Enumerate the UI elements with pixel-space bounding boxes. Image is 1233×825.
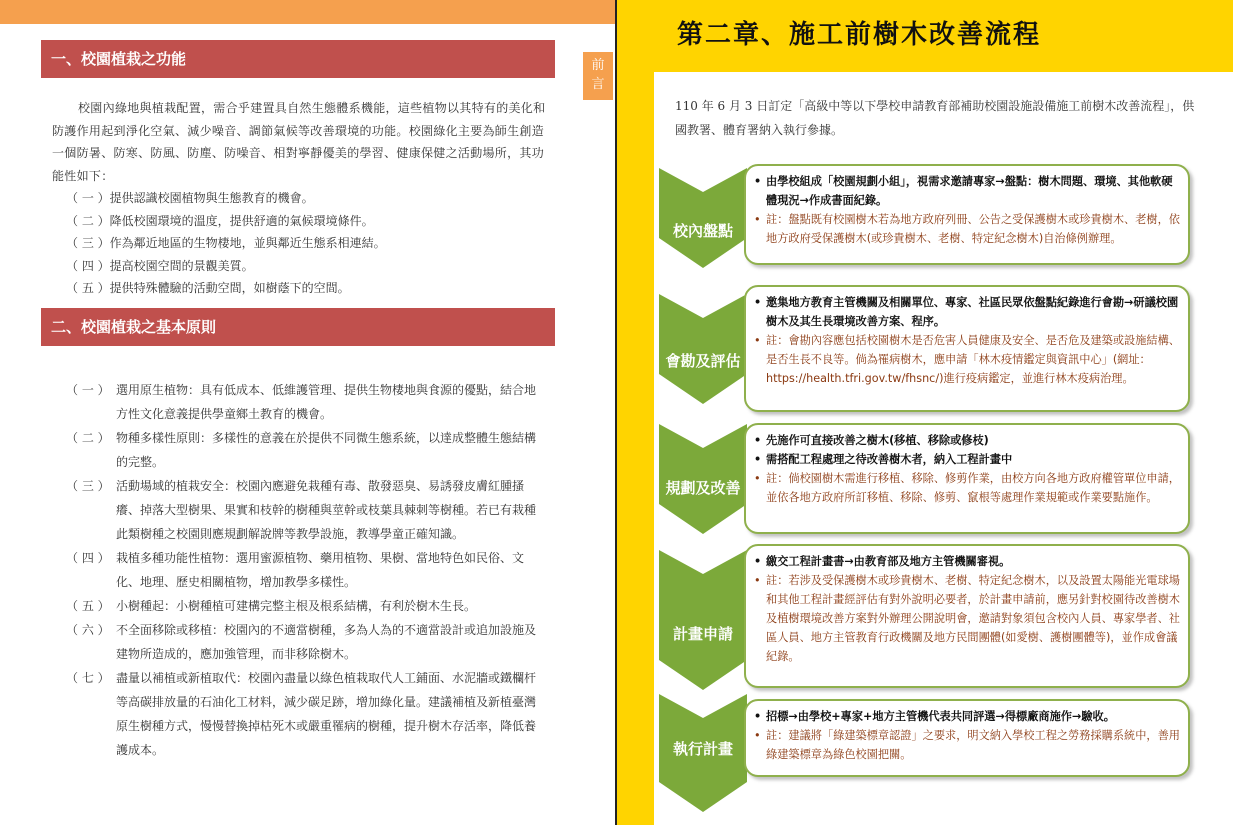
- step-note: • 註：會勘內容應包括校園樹木是否危害人員健康及安全、是否危及建築或設施結構、是否生長不良等。倘為罹病樹木，應申請「林木疫情鑑定與資訊中心」(網址：https://health.tfri.gov.tw/fhsnc/)進行疫病鑑定，並進行林木疫病治理。: [754, 331, 1180, 388]
- step-label: 校內盤點: [672, 222, 733, 240]
- step-main: • 先施作可直接改善之樹木(移植、移除或修枝): [754, 431, 1180, 450]
- chapter-title: 第二章、施工前樹木改善流程: [677, 20, 1042, 50]
- list-item: （ 一 ）提供認識校園植物與生態教育的機會。: [66, 191, 314, 205]
- step-main: • 繳交工程計畫書→由教育部及地方主管機關審視。: [754, 552, 1180, 571]
- item-number: （ 一 ）: [66, 383, 110, 397]
- left-page: [0, 0, 616, 825]
- item-number: （ 三 ）: [66, 479, 110, 493]
- step-main: • 由學校組成「校園規劃小組」，視需求邀請專家→盤點：樹木問題、環境、其他軟硬體現況→作成書面紀錄。: [754, 172, 1180, 210]
- item-text: 不全面移除或移植：校園內的不適當樹種，多為人為的不適當設計或追加設施及建物所造成的，應加強管理，而非移除樹木。: [116, 623, 537, 661]
- chevron-arrow-icon: [659, 168, 747, 268]
- list-item: [66, 378, 546, 426]
- list-item: [66, 666, 546, 762]
- item-number: （ 二 ）: [66, 431, 110, 445]
- right-content-panel: [654, 72, 1233, 825]
- principle-list: [66, 378, 546, 762]
- item-text: 選用原生植物：具有低成本、低維護管理、提供生物棲地與食源的優點，結合地方性文化意義提供學童鄉土教育的機會。: [116, 383, 537, 421]
- side-tab-char: 言: [591, 77, 605, 92]
- step-box-execution: [744, 699, 1190, 777]
- chapter-intro: 110 年 6 月 3 日訂定「高級中等以下學校申請教育部補助校園設施設備施工前樹木改善流程」，供國教署、體育署納入執行參據。: [675, 99, 1195, 137]
- step-box-assessment: [744, 285, 1190, 412]
- step-label: 會勘及評估: [665, 352, 741, 370]
- step-label: 規劃及改善: [665, 479, 741, 497]
- section2-header: 二、校園植栽之基本原則: [41, 308, 555, 346]
- list-item: （ 三 ）作為鄰近地區的生物棲地，並與鄰近生態系相連結。: [66, 236, 386, 250]
- step-main: • 需搭配工程處理之待改善樹木者，納入工程計畫中: [754, 450, 1180, 469]
- list-item: [66, 426, 546, 474]
- list-item: （ 四 ）提高校園空間的景觀美質。: [66, 258, 254, 273]
- list-item: [66, 474, 546, 546]
- step-box-application: [744, 544, 1190, 688]
- list-item: [66, 546, 546, 594]
- step-note: • 註：盤點既有校園樹木若為地方政府列冊、公告之受保護樹木或珍貴樹木、老樹，依地方政府受保護樹木(或珍貴樹木、老樹、特定紀念樹木)自治條例辦理。: [754, 210, 1180, 248]
- step-box-inventory: [744, 164, 1190, 265]
- list-item: [66, 594, 546, 618]
- item-number: （ 六 ）: [66, 623, 110, 637]
- step-label: 計畫申請: [672, 625, 733, 643]
- side-tab-char: 前: [591, 58, 605, 73]
- item-number: （ 四 ）: [66, 551, 110, 565]
- list-item: （ 二 ）降低校園環境的溫度，提供舒適的氣候環境條件。: [66, 213, 374, 228]
- step-box-planning: [744, 423, 1190, 534]
- chevron-arrow-icon: [659, 294, 747, 404]
- list-item: （ 五 ）提供特殊體驗的活動空間，如樹蔭下的空間。: [66, 281, 350, 295]
- item-text: 盡量以補植或新植取代：校園內盡量以綠色植栽取代人工鋪面、水泥牆或鐵欄杆等高碳排放量的石油化工材料，減少碳足跡，增加綠化量。建議補植及新植臺灣原生樹種方式，慢慢替換掉枯死木或嚴重罹病的樹種，提升樹木存活率，降低養護成本。: [116, 671, 537, 757]
- top-orange-bar: [0, 0, 616, 24]
- item-text: 活動場域的植栽安全：校園內應避免栽種有毒、散發惡臭、易誘發皮膚紅腫搔癢、掉落大型樹果、果實和枝幹的樹種與莖幹或枝葉具棘刺等樹種。若已有栽種此類樹種之校園則應規劃解說牌等教學設施，教導學童正確知識。: [116, 479, 537, 541]
- side-tab-preface: [583, 52, 613, 100]
- step-note: • 註：倘校園樹木需進行移植、移除、修剪作業，由校方向各地方政府權管單位申請，並依各地方政府所訂移植、移除、修剪、竄根等處理作業規範或作業要點施作。: [754, 469, 1180, 507]
- section1-intro: 校園內綠地與植栽配置，需合乎建置具自然生態體系機能，這些植物以其特有的美化和防護作用起到淨化空氣、減少噪音、調節氣候等改善環境的功能。校園綠化主要為師生創造一個防暑、防寒、防風、防塵、防噪音、相對寧靜優美的學習、健康保健之活動場所，其功能性如下：: [52, 101, 546, 183]
- step-note: • 註：若涉及受保護樹木或珍貴樹木、老樹、特定紀念樹木，以及設置太陽能光電球場和其他工程計畫經評估有對外說明必要者，於計畫申請前，應另針對校園待改善樹木及植樹環境改善方案對外辦理公開說明會，邀請對象須包含校內人員、專家學者、社區人員、地方主管教育行政機關及地方民間團體(如愛樹、護樹團體等)，並作成會議紀錄。: [754, 571, 1180, 666]
- step-main: • 邀集地方教育主管機關及相關單位、專家、社區民眾依盤點紀錄進行會勘→研議校園樹木及其生長環境改善方案、程序。: [754, 293, 1180, 331]
- item-text: 物種多樣性原則：多樣性的意義在於提供不同微生態系統，以達成整體生態結構的完整。: [116, 431, 537, 469]
- list-item: [66, 618, 546, 666]
- chevron-arrow-icon: [659, 550, 747, 690]
- item-number: （ 七 ）: [66, 671, 110, 685]
- item-number: （ 五 ）: [66, 599, 110, 613]
- item-text: 栽植多種功能性植物：選用蜜源植物、藥用植物、果樹、當地特色如民俗、文化、地理、歷史相關植物，增加教學多樣性。: [116, 551, 525, 589]
- step-label: 執行計畫: [672, 740, 733, 758]
- section1-header: 一、校園植栽之功能: [41, 40, 555, 78]
- step-note: • 註：建議將「綠建築標章認證」之要求，明文納入學校工程之勞務採購系統中，善用綠建築標章為綠色校園把關。: [754, 726, 1180, 764]
- item-text: 小樹種起：小樹種植可建構完整主根及根系結構，有利於樹木生長。: [116, 599, 477, 613]
- right-page: [617, 0, 1233, 825]
- step-main: • 招標→由學校+專家+地方主管機代表共同評選→得標廠商施作→驗收。: [754, 707, 1180, 726]
- function-list: [66, 187, 546, 300]
